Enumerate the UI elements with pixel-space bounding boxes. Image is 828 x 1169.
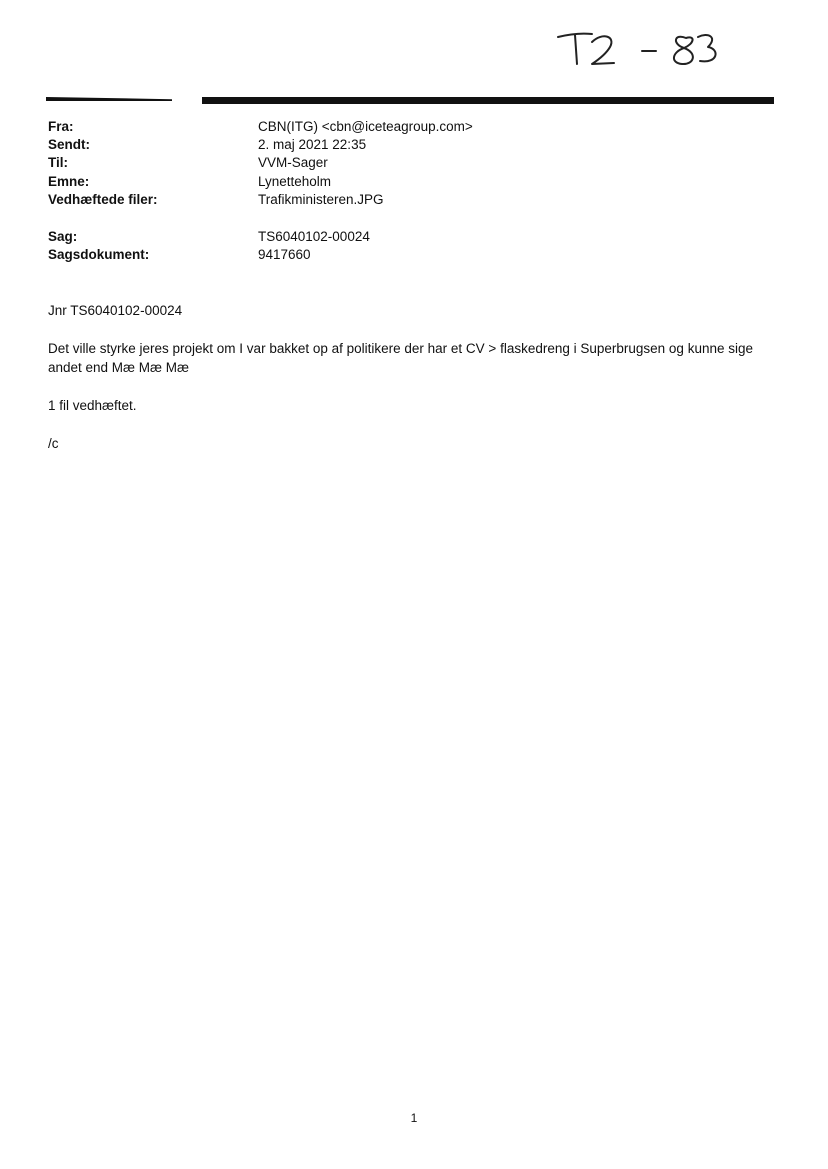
journal-number: Jnr TS6040102-00024 (48, 303, 183, 318)
header-row-to (48, 154, 473, 172)
header-row-sent (48, 136, 473, 154)
attachments-value: Trafikministeren.JPG (258, 191, 384, 207)
subject-value: Lynetteholm (258, 173, 332, 189)
header-spacer (48, 209, 473, 228)
from-value: CBN(ITG) <cbn@iceteagroup.com> (258, 119, 473, 134)
to-value: VVM-Sager (258, 155, 328, 171)
handwritten-stamp-drawing (548, 20, 728, 76)
case-label: Sag: (48, 228, 78, 244)
email-body (48, 301, 768, 453)
attachment-count: 1 fil vedhæftet. (48, 398, 137, 413)
to-label: Til: (48, 155, 68, 171)
email-header (48, 118, 473, 264)
from-label: Fra: (48, 119, 74, 134)
case-document-value: 9417660 (258, 247, 311, 263)
handwritten-stamp (548, 20, 728, 76)
header-row-from (48, 118, 473, 136)
subject-label: Emne: (48, 173, 90, 189)
attachments-label: Vedhæftede filer: (48, 191, 158, 207)
header-rule-short (46, 97, 172, 101)
handwritten-stamp-text (548, 76, 549, 77)
sent-label: Sendt: (48, 137, 90, 153)
header-row-attachments (48, 191, 473, 209)
case-value: TS6040102-00024 (258, 228, 370, 244)
header-row-case (48, 228, 473, 246)
message-text: Det ville styrke jeres projekt om I var bakket op af politikere der har et CV > flaskedreng i Superbrugsen og kunne sige andet end Mæ Mæ Mæ (48, 341, 753, 375)
page-number: 1 (410, 1111, 418, 1125)
header-rule-long (202, 97, 774, 104)
signature: /c (48, 436, 59, 451)
header-row-case-document (48, 246, 473, 264)
sent-value: 2. maj 2021 22:35 (258, 137, 367, 153)
case-document-label: Sagsdokument: (48, 247, 150, 263)
header-row-subject (48, 173, 473, 191)
